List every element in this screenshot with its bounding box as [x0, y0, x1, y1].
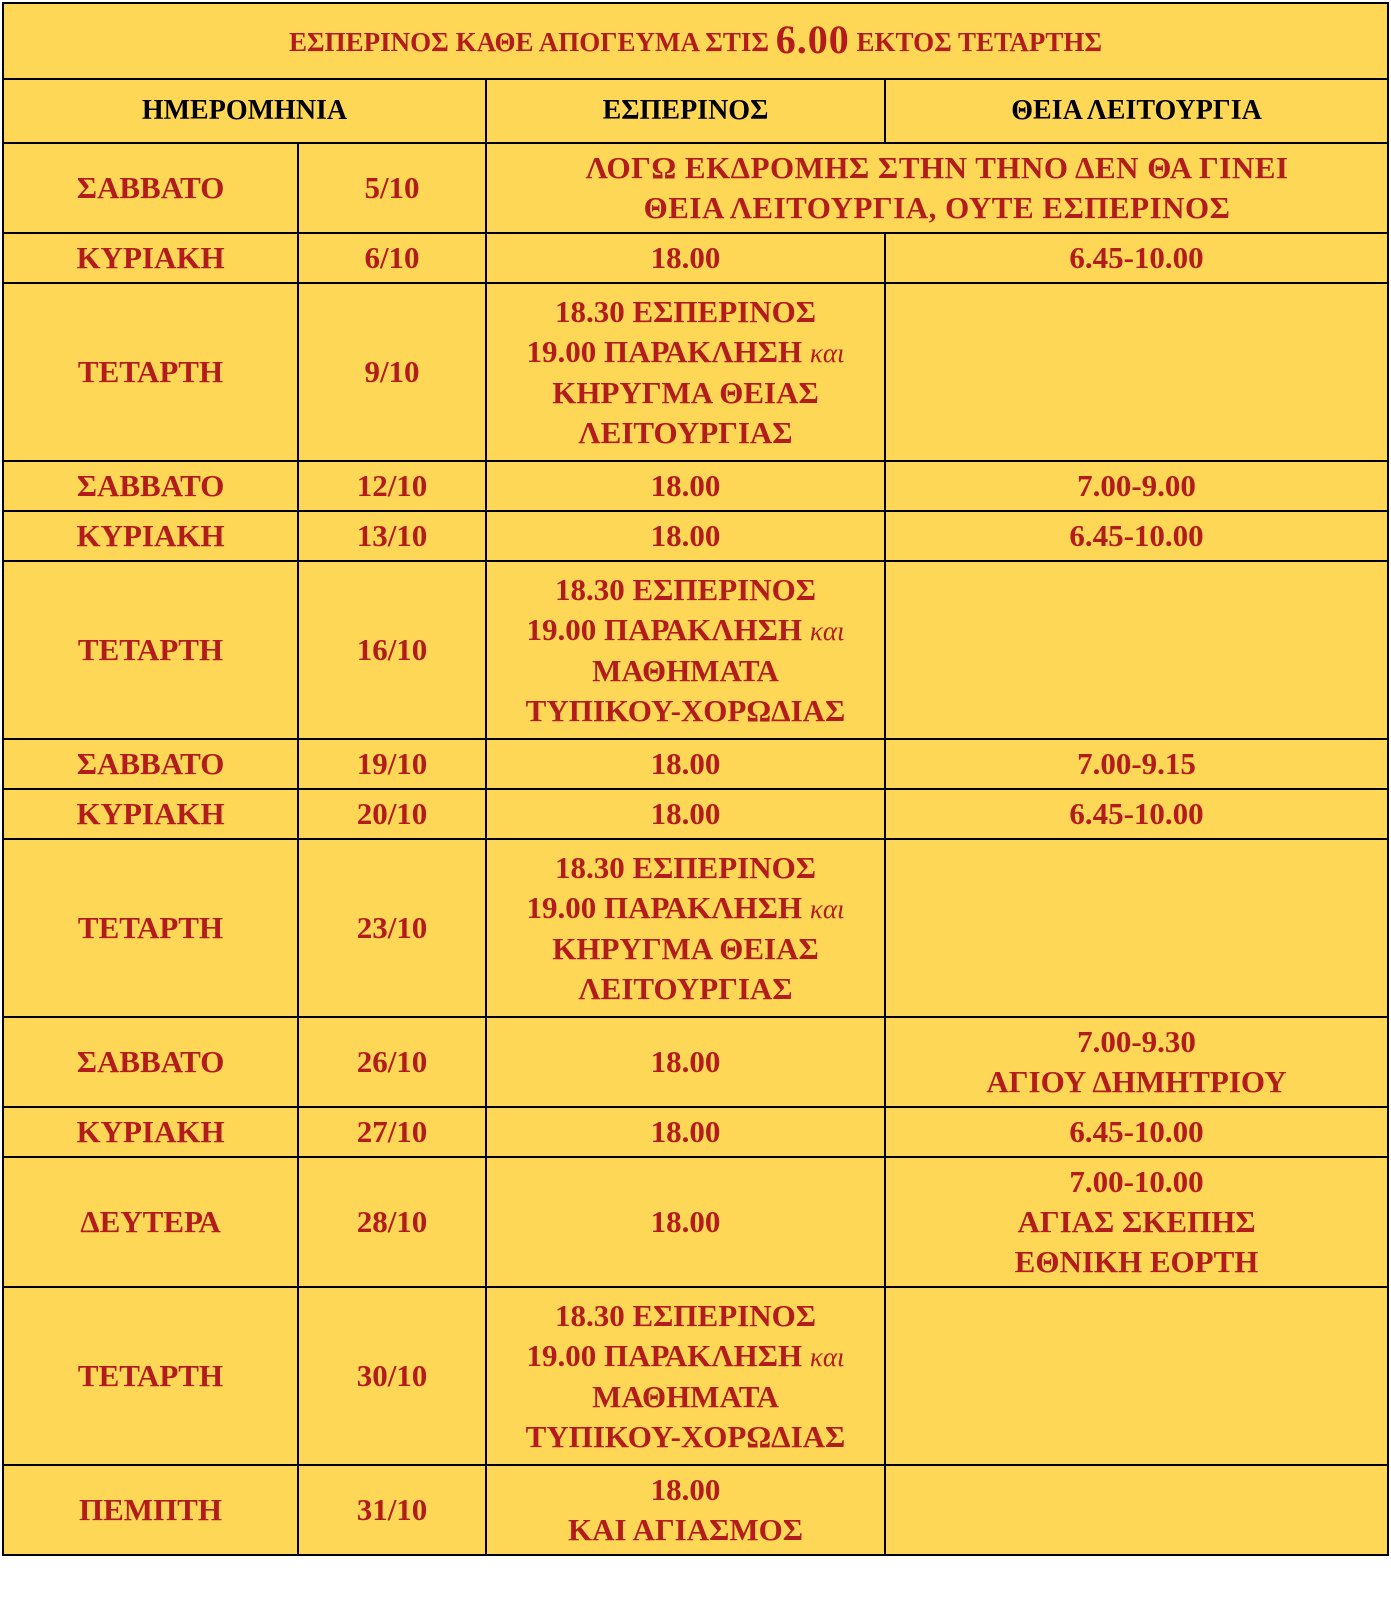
header-vespers: ΕΣΠΕΡΙΝΟΣ — [486, 79, 885, 143]
cell-text: ΛΕΙΤΟΥΡΓΙΑΣ — [578, 414, 793, 450]
row-liturgy — [885, 1017, 1388, 1107]
cell-line — [493, 929, 878, 969]
cell-line — [493, 1510, 878, 1550]
cell-line — [493, 848, 878, 888]
cell-line — [493, 744, 878, 784]
row-liturgy — [885, 739, 1388, 789]
row-liturgy — [885, 561, 1388, 739]
cell-line — [892, 1112, 1381, 1152]
cell-text: 18.00 — [650, 1204, 721, 1239]
row-date: 6/10 — [298, 233, 486, 283]
row-vespers — [486, 789, 885, 839]
row-day: ΚΥΡΙΑΚΗ — [3, 511, 298, 561]
cell-text: 18.30 ΕΣΠΕΡΙΝΟΣ — [554, 293, 816, 329]
cell-text: 18.30 ΕΣΠΕΡΙΝΟΣ — [554, 849, 816, 885]
cell-text: ΜΑΘΗΜΑΤΑ — [592, 652, 779, 688]
cell-text: 7.00-9.00 — [1077, 468, 1196, 503]
row-date: 20/10 — [298, 789, 486, 839]
cell-text: 6.45-10.00 — [1069, 518, 1204, 553]
row-liturgy — [885, 839, 1388, 1017]
row-day: ΣΑΒΒΑΤΟ — [3, 143, 298, 233]
table-row — [3, 1107, 1388, 1157]
row-day: ΤΕΤΑΡΤΗ — [3, 839, 298, 1017]
row-vespers — [486, 511, 885, 561]
cell-line — [892, 1062, 1381, 1102]
cell-line — [892, 1022, 1381, 1062]
row-date: 5/10 — [298, 143, 486, 233]
cell-conjunction: και — [809, 1341, 845, 1372]
cell-line — [493, 1042, 878, 1082]
cell-line — [892, 516, 1381, 556]
cell-line — [493, 570, 878, 610]
row-liturgy — [885, 789, 1388, 839]
cell-conjunction: και — [809, 615, 845, 646]
cell-line — [892, 238, 1381, 278]
cell-line — [493, 794, 878, 834]
cell-line — [493, 1417, 878, 1457]
row-liturgy — [885, 461, 1388, 511]
cell-text: ΤΥΠΙΚΟΥ-ΧΟΡΩΔΙΑΣ — [525, 1418, 846, 1454]
cell-text: 18.00 — [650, 468, 721, 503]
row-liturgy — [885, 283, 1388, 461]
table-row — [3, 1157, 1388, 1287]
header-row — [3, 79, 1388, 143]
cell-line — [493, 1112, 878, 1152]
cell-text: ΛΕΙΤΟΥΡΓΙΑΣ — [578, 970, 793, 1006]
cell-line — [493, 1377, 878, 1417]
row-date: 19/10 — [298, 739, 486, 789]
cell-text: 18.30 ΕΣΠΕΡΙΝΟΣ — [554, 571, 816, 607]
table-row — [3, 739, 1388, 789]
cell-line — [493, 188, 1381, 228]
title-prefix: ΕΣΠΕΡΙΝΟΣ ΚΑΘΕ ΑΠΟΓΕΥΜΑ ΣΤΙΣ — [289, 27, 770, 57]
row-day: ΣΑΒΒΑΤΟ — [3, 1017, 298, 1107]
cell-text: ΘΕΙΑ ΛΕΙΤΟΥΡΓΙΑ, ΟΥΤΕ ΕΣΠΕΡΙΝΟΣ — [643, 190, 1231, 225]
cell-text: ΑΓΙΑΣ ΣΚΕΠΗΣ — [1017, 1204, 1256, 1239]
cell-text: 7.00-9.15 — [1077, 746, 1196, 781]
cell-line — [493, 1296, 878, 1336]
cell-text: 19.00 ΠΑΡΑΚΛΗΣΗ — [526, 611, 803, 647]
cell-text: ΚΗΡΥΓΜΑ ΘΕΙΑΣ — [552, 374, 819, 410]
row-vespers — [486, 1157, 885, 1287]
cell-line — [493, 148, 1381, 188]
cell-text: ΚΑΙ ΑΓΙΑΣΜΟΣ — [567, 1512, 804, 1547]
row-vespers — [486, 461, 885, 511]
cell-text: 6.45-10.00 — [1069, 1114, 1204, 1149]
row-vespers — [486, 1017, 885, 1107]
cell-text: 7.00-9.30 — [1077, 1024, 1196, 1059]
row-vespers — [486, 839, 885, 1017]
cell-line — [493, 1470, 878, 1510]
cell-text: 19.00 ΠΑΡΑΚΛΗΣΗ — [526, 333, 803, 369]
table-row — [3, 1017, 1388, 1107]
row-day: ΤΕΤΑΡΤΗ — [3, 561, 298, 739]
cell-text: 19.00 ΠΑΡΑΚΛΗΣΗ — [526, 1337, 803, 1373]
row-note — [486, 143, 1388, 233]
table-row — [3, 1287, 1388, 1465]
title-row — [3, 3, 1388, 79]
row-date: 13/10 — [298, 511, 486, 561]
row-vespers — [486, 561, 885, 739]
table-row — [3, 1465, 1388, 1555]
row-vespers — [486, 1107, 885, 1157]
table-row — [3, 283, 1388, 461]
header-liturgy: ΘΕΙΑ ΛΕΙΤΟΥΡΓΙΑ — [885, 79, 1388, 143]
cell-line — [493, 1202, 878, 1242]
title-time: 6.00 — [775, 17, 850, 62]
cell-text: 18.30 ΕΣΠΕΡΙΝΟΣ — [554, 1297, 816, 1333]
cell-line — [493, 373, 878, 413]
row-day: ΤΕΤΑΡΤΗ — [3, 1287, 298, 1465]
table-row — [3, 561, 1388, 739]
schedule-table — [2, 2, 1389, 1556]
cell-text: 18.00 — [650, 1472, 721, 1507]
cell-line — [892, 744, 1381, 784]
cell-text: 18.00 — [650, 796, 721, 831]
cell-conjunction: και — [809, 337, 845, 368]
table-row — [3, 789, 1388, 839]
title-suffix: ΕΚΤΟΣ ΤΕΤΑΡΤΗΣ — [856, 27, 1103, 57]
row-vespers — [486, 739, 885, 789]
row-date: 12/10 — [298, 461, 486, 511]
row-day: ΔΕΥΤΕΡΑ — [3, 1157, 298, 1287]
table-row — [3, 839, 1388, 1017]
cell-text: 19.00 ΠΑΡΑΚΛΗΣΗ — [526, 889, 803, 925]
cell-line — [892, 794, 1381, 834]
row-day: ΚΥΡΙΑΚΗ — [3, 233, 298, 283]
row-date: 26/10 — [298, 1017, 486, 1107]
cell-text: ΑΓΙΟΥ ΔΗΜΗΤΡΙΟΥ — [986, 1064, 1287, 1099]
cell-text: ΚΗΡΥΓΜΑ ΘΕΙΑΣ — [552, 930, 819, 966]
cell-text: 18.00 — [650, 240, 721, 275]
schedule-title — [3, 3, 1388, 79]
row-date: 23/10 — [298, 839, 486, 1017]
cell-text: 18.00 — [650, 1044, 721, 1079]
cell-line — [892, 1242, 1381, 1282]
cell-line — [892, 1162, 1381, 1202]
row-date: 28/10 — [298, 1157, 486, 1287]
cell-line — [493, 466, 878, 506]
cell-line — [493, 332, 878, 373]
cell-text: 6.45-10.00 — [1069, 796, 1204, 831]
cell-line — [892, 1202, 1381, 1242]
cell-text: 6.45-10.00 — [1069, 240, 1204, 275]
cell-line — [493, 610, 878, 651]
row-vespers — [486, 283, 885, 461]
row-liturgy — [885, 511, 1388, 561]
cell-text: ΤΥΠΙΚΟΥ-ΧΟΡΩΔΙΑΣ — [525, 692, 846, 728]
row-day: ΣΑΒΒΑΤΟ — [3, 739, 298, 789]
table-row — [3, 461, 1388, 511]
row-day: ΣΑΒΒΑΤΟ — [3, 461, 298, 511]
row-day: ΤΕΤΑΡΤΗ — [3, 283, 298, 461]
row-liturgy — [885, 233, 1388, 283]
row-liturgy — [885, 1157, 1388, 1287]
row-liturgy — [885, 1107, 1388, 1157]
table-row — [3, 511, 1388, 561]
cell-line — [493, 651, 878, 691]
row-vespers — [486, 1465, 885, 1555]
row-date: 30/10 — [298, 1287, 486, 1465]
header-date: ΗΜΕΡΟΜΗΝΙΑ — [3, 79, 486, 143]
row-day: ΚΥΡΙΑΚΗ — [3, 1107, 298, 1157]
cell-line — [892, 466, 1381, 506]
cell-line — [493, 888, 878, 929]
row-date: 31/10 — [298, 1465, 486, 1555]
cell-line — [493, 516, 878, 556]
row-vespers — [486, 1287, 885, 1465]
row-day: ΠΕΜΠΤΗ — [3, 1465, 298, 1555]
cell-line — [493, 1336, 878, 1377]
cell-line — [493, 691, 878, 731]
cell-text: ΕΘΝΙΚΗ ΕΟΡΤΗ — [1014, 1244, 1259, 1279]
table-row — [3, 143, 1388, 233]
row-liturgy — [885, 1465, 1388, 1555]
cell-text: 18.00 — [650, 1114, 721, 1149]
cell-text: 18.00 — [650, 518, 721, 553]
row-date: 16/10 — [298, 561, 486, 739]
row-date: 9/10 — [298, 283, 486, 461]
cell-text: ΜΑΘΗΜΑΤΑ — [592, 1378, 779, 1414]
row-day: ΚΥΡΙΑΚΗ — [3, 789, 298, 839]
cell-line — [493, 238, 878, 278]
cell-text: 18.00 — [650, 746, 721, 781]
cell-text: ΛΟΓΩ ΕΚΔΡΟΜΗΣ ΣΤΗΝ ΤΗΝΟ ΔΕΝ ΘΑ ΓΙΝΕΙ — [585, 150, 1289, 185]
cell-line — [493, 292, 878, 332]
row-liturgy — [885, 1287, 1388, 1465]
cell-text: 7.00-10.00 — [1069, 1164, 1204, 1199]
row-date: 27/10 — [298, 1107, 486, 1157]
cell-line — [493, 969, 878, 1009]
cell-conjunction: και — [809, 893, 845, 924]
row-vespers — [486, 233, 885, 283]
table-row — [3, 233, 1388, 283]
cell-line — [493, 413, 878, 453]
